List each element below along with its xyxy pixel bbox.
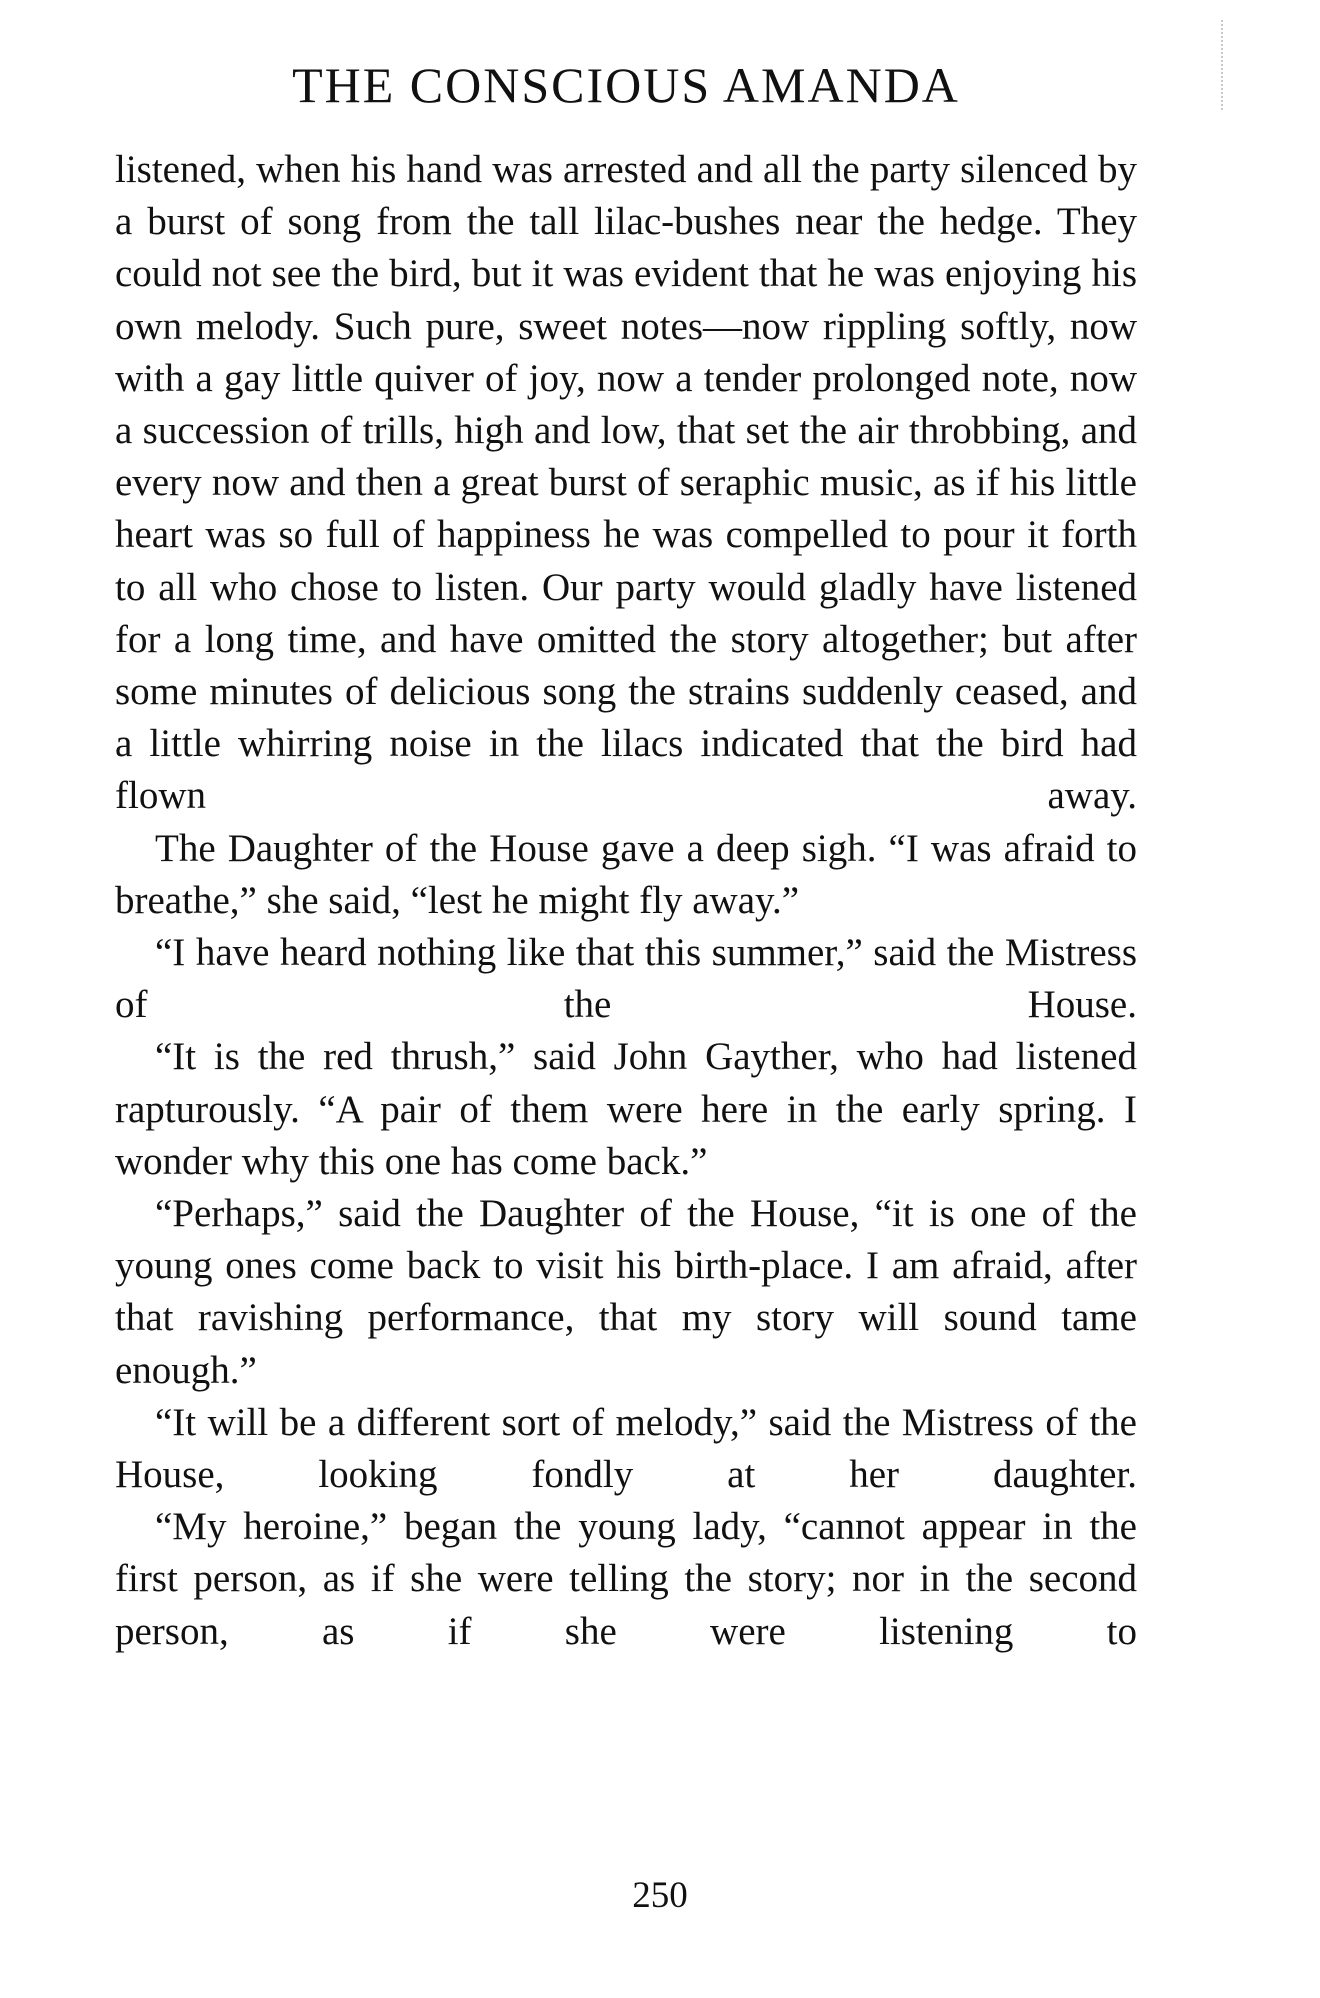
paragraph: listened, when his hand was arrested and all the party silenced by a burst of song from the tall lilac-bushes near the hedge. They could not see the bird, but it was evident that he was enjoying his own melody. Such pure, sweet notes—now rippling softly, now with a gay little quiver of joy, now a tender prolonged note, now a succession of trills, high and low, that set the air throbbing, and every now and then a great burst of seraphic music, as if his little heart was so full of happiness he was compelled to pour it forth to all who chose to listen. Our party would gladly have listened for a long time, and have omitted the story altogether; but after some minutes of delicious song the strains suddenly ceased, and a little whirring noise in the lilacs indicated that the bird had flown away.: [115, 148, 1137, 818]
body-text: [115, 144, 1137, 1658]
paragraph: “Perhaps,” said the Daughter of the House, “it is one of the young ones come back to visit his birth-place. I am afraid, after that ravishing performance, that my story will sound tame enough.”: [115, 1192, 1137, 1392]
paragraph: “It will be a different sort of melody,” said the Mistress of the House, looking fondly at her daughter.: [115, 1400, 1137, 1497]
page-edge-mark: [1221, 20, 1225, 110]
paragraph: “It is the red thrush,” said John Gayther, who had listened rapturously. “A pair of them were here in the early spring. I wonder why this one has come back.”: [115, 1035, 1137, 1183]
paragraph: “I have heard nothing like that this summer,” said the Mistress of the House.: [115, 931, 1137, 1027]
running-head: THE CONSCIOUS AMANDA: [292, 57, 960, 113]
paragraph: The Daughter of the House gave a deep sigh. “I was afraid to breathe,” she said, “lest he might fly away.”: [115, 826, 1137, 922]
page-number: 250: [632, 1875, 688, 1916]
paragraph: “My heroine,” began the young lady, “cannot appear in the first person, as if she were telling the story; nor in the second person, as if she were listening to: [115, 1505, 1137, 1653]
book-page: [115, 50, 1137, 1658]
